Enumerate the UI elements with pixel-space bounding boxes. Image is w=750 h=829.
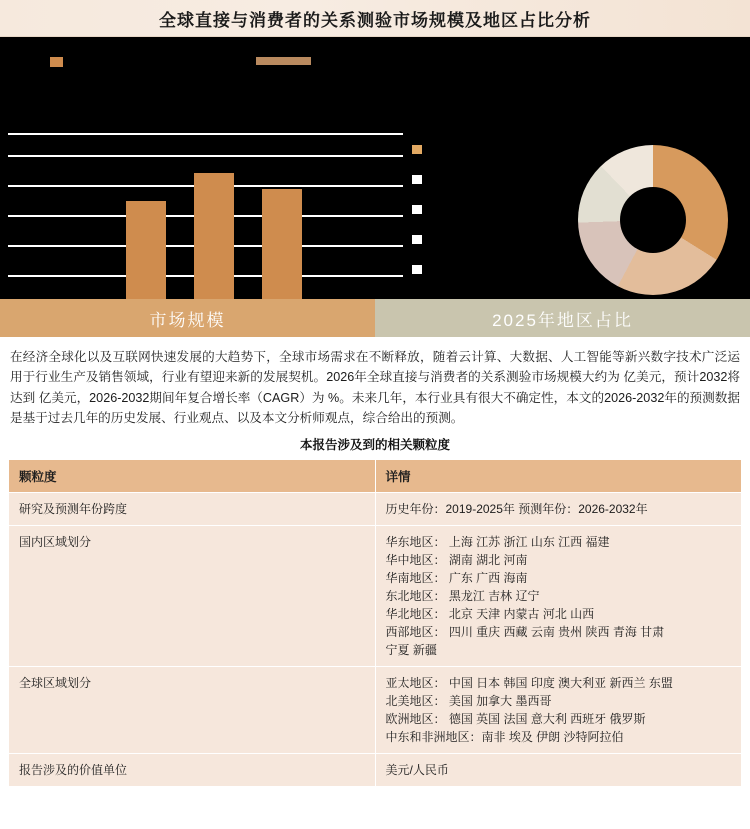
donut-chart-hole <box>620 187 686 253</box>
table-header-details: 详情 <box>375 459 742 492</box>
table-row <box>9 753 742 786</box>
bar-chart-legend <box>40 53 400 73</box>
bar-2027 <box>194 173 234 299</box>
bar-2028 <box>262 189 302 299</box>
detail-line: 美元/人民币 <box>385 762 449 777</box>
table-row <box>9 492 742 525</box>
row-detail-global-regions <box>375 666 742 753</box>
table-header-row <box>9 459 742 492</box>
table-row <box>9 525 742 666</box>
report-title-bar <box>0 0 750 37</box>
legend-swatch-series-1 <box>50 57 63 67</box>
detail-line: 欧洲地区： 德国 英国 法国 意大利 西班牙 俄罗斯 <box>385 711 646 726</box>
bar-chart <box>8 77 408 299</box>
row-label-domestic-regions: 国内区域划分 <box>9 525 376 666</box>
detail-line: 中东和非洲地区：南非 埃及 伊朗 沙特阿拉伯 <box>385 729 624 744</box>
row-label-value-unit: 报告涉及的价值单位 <box>9 753 376 786</box>
detail-line: 西部地区： 四川 重庆 西藏 云南 贵州 陕西 青海 甘肃 <box>385 624 665 639</box>
granularity-table <box>8 459 742 787</box>
tab-region-share[interactable]: 2025年地区占比 <box>375 299 750 337</box>
table-row <box>9 666 742 753</box>
charts-region <box>0 37 750 299</box>
row-detail-value-unit <box>375 753 742 786</box>
bar-2026 <box>126 201 166 299</box>
pie-chart-legend <box>412 145 434 285</box>
detail-line: 华北地区： 北京 天津 内蒙古 河北 山西 <box>385 606 595 621</box>
legend-swatch-region-2 <box>412 175 422 184</box>
page-title: 全球直接与消费者的关系测验市场规模及地区占比分析 <box>159 10 591 30</box>
legend-swatch-region-3 <box>412 205 422 214</box>
section-tabs <box>0 299 750 337</box>
legend-swatch-region-1 <box>412 145 422 154</box>
detail-line: 历史年份：2019-2025年 预测年份：2026-2032年 <box>385 501 648 516</box>
tab-market-size[interactable]: 市场规模 <box>0 299 375 337</box>
detail-line: 华中地区： 湖南 湖北 河南 <box>385 552 528 567</box>
row-label-year-span: 研究及预测年份跨度 <box>9 492 376 525</box>
bar-chart-bars <box>8 133 403 299</box>
detail-line: 东北地区： 黑龙江 吉林 辽宁 <box>385 588 540 603</box>
detail-line: 华东地区： 上海 江苏 浙江 山东 江西 福建 <box>385 534 610 549</box>
detail-line: 华南地区： 广东 广西 海南 <box>385 570 528 585</box>
legend-swatch-region-5 <box>412 265 422 274</box>
row-label-global-regions: 全球区域划分 <box>9 666 376 753</box>
detail-line: 亚太地区： 中国 日本 韩国 印度 澳大利亚 新西兰 东盟 <box>385 675 673 690</box>
table-subtitle: 本报告涉及到的相关颗粒度 <box>299 437 450 452</box>
legend-swatch-series-2 <box>256 57 311 65</box>
detail-line: 宁夏 新疆 <box>385 642 437 657</box>
donut-chart <box>578 145 728 295</box>
table-header-granularity: 颗粒度 <box>9 459 376 492</box>
overview-paragraph: 在经济全球化以及互联网快速发展的大趋势下，全球市场需求在不断释放，随着云计算、大数据、人工智能等新兴数字技术广泛运用于行业生产及销售领域，行业有望迎来新的发展契机。2026年全球直接与消费者的关系测验市场规模大约为 亿美元，预计2032将达到 亿美元，2026-2032期间年复合增长率（CAGR）为 %。未来几年，本行业具有很大不确定性，本文的2026-2032年的预测数据是基于过去几年的历史发展、行业观点、以及本文分析师观点，综合给出的预测。 <box>10 350 740 426</box>
detail-line: 北美地区： 美国 加拿大 墨西哥 <box>385 693 552 708</box>
legend-swatch-region-4 <box>412 235 422 244</box>
row-detail-domestic-regions <box>375 525 742 666</box>
row-detail-year-span <box>375 492 742 525</box>
